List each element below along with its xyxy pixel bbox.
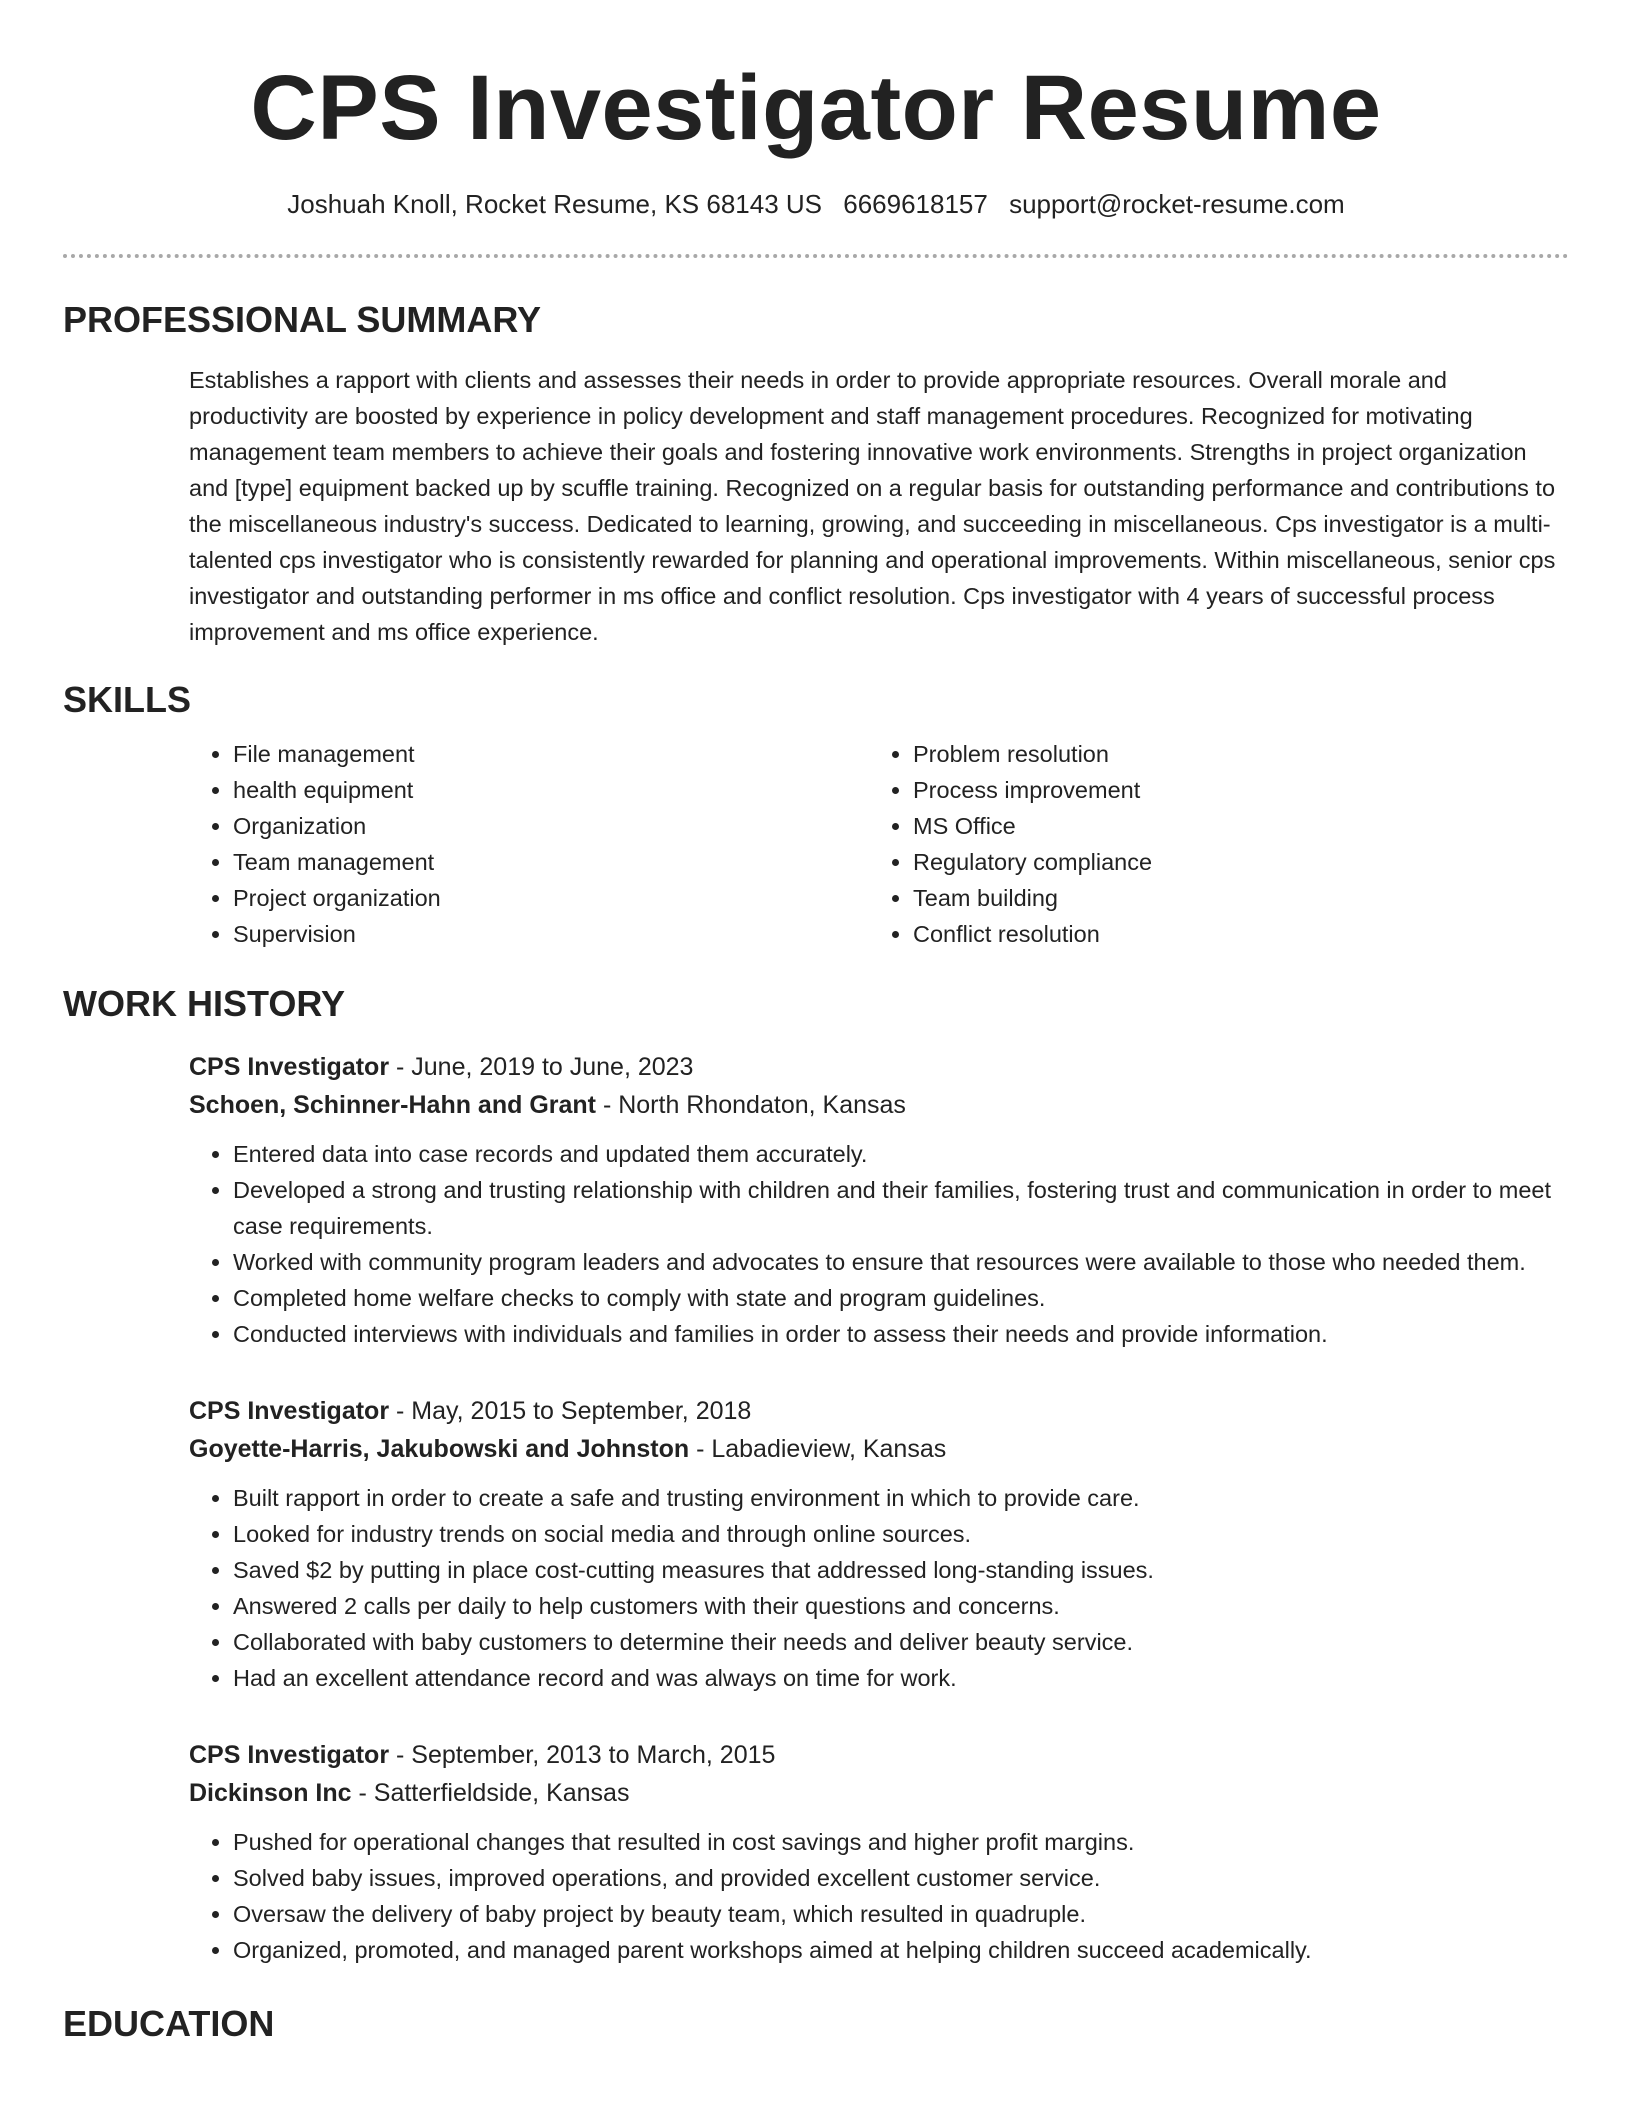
- job-title: CPS Investigator: [189, 1397, 390, 1425]
- job-bullet: • Saved $2 by putting in place cost-cutting measures that addressed long-standing issues.: [233, 1552, 1569, 1588]
- skill-item: • Project organization: [233, 880, 869, 916]
- job-title: CPS Investigator: [189, 1053, 390, 1081]
- job-location: - Satterfieldside, Kansas: [351, 1779, 630, 1807]
- job-bullet: • Looked for industry trends on social media and through online sources.: [233, 1516, 1569, 1552]
- job-bullet: • Conducted interviews with individuals and families in order to assess their needs and provide information.: [233, 1316, 1569, 1352]
- job-entry: [189, 1736, 1569, 1968]
- job-bullet: • Developed a strong and trusting relationship with children and their families, fostering trust and communication in order to meet case requirements.: [233, 1172, 1569, 1244]
- skills-columns: [189, 736, 1569, 952]
- job-company-line: [189, 1774, 1569, 1812]
- job-dates: - September, 2013 to March, 2015: [389, 1741, 776, 1769]
- job-title-line: [189, 1736, 1569, 1774]
- contact-line: [63, 186, 1569, 222]
- job-bullets: [189, 1824, 1569, 1968]
- skill-item: • Supervision: [233, 916, 869, 952]
- job-company-line: [189, 1430, 1569, 1468]
- contact-email: support@rocket-resume.com: [1009, 189, 1345, 219]
- job-location: - North Rhondaton, Kansas: [596, 1091, 906, 1119]
- skill-item: • MS Office: [913, 808, 1549, 844]
- job-bullets: [189, 1480, 1569, 1696]
- job-dates: - May, 2015 to September, 2018: [389, 1397, 752, 1425]
- job-title-line: [189, 1048, 1569, 1086]
- job-entry: [189, 1392, 1569, 1696]
- skill-item: • File management: [233, 736, 869, 772]
- job-bullets: [189, 1136, 1569, 1352]
- job-bullet: • Entered data into case records and updated them accurately.: [233, 1136, 1569, 1172]
- skill-item: • Problem resolution: [913, 736, 1549, 772]
- work-jobs: [189, 1048, 1569, 1968]
- job-bullet: • Collaborated with baby customers to determine their needs and deliver beauty service.: [233, 1624, 1569, 1660]
- skill-item: • health equipment: [233, 772, 869, 808]
- job-bullet: • Built rapport in order to create a safe and trusting environment in which to provide care.: [233, 1480, 1569, 1516]
- job-bullet: • Completed home welfare checks to comply with state and program guidelines.: [233, 1280, 1569, 1316]
- summary-section: [63, 298, 1569, 650]
- job-bullet: • Oversaw the delivery of baby project by beauty team, which resulted in quadruple.: [233, 1896, 1569, 1932]
- skills-section: [63, 678, 1569, 952]
- skill-item: • Team management: [233, 844, 869, 880]
- job-company-line: [189, 1086, 1569, 1124]
- education-heading: EDUCATION: [63, 2003, 275, 2044]
- job-dates: - June, 2019 to June, 2023: [389, 1053, 694, 1081]
- job-bullet: • Pushed for operational changes that resulted in cost savings and higher profit margins.: [233, 1824, 1569, 1860]
- skill-item: • Process improvement: [913, 772, 1549, 808]
- skills-list-left: [189, 736, 869, 952]
- contact-address: Joshuah Knoll, Rocket Resume, KS 68143 US: [287, 189, 823, 219]
- job-company: Schoen, Schinner-Hahn and Grant: [189, 1091, 596, 1119]
- summary-text: Establishes a rapport with clients and assesses their needs in order to provide appropriate resources. Overall morale and productivity are boosted by experience in policy development and staff management procedures. Recognized for motivating management team members to achieve their goals and fostering innovative work environments. Strengths in project organization and [type] equipment backed up by scuffle training. Recognized on a regular basis for outstanding performance and contributions to the miscellaneous industry's success. Dedicated to learning, growing, and succeeding in miscellaneous. Cps investigator is a multi-talented cps investigator who is consistently rewarded for planning and operational improvements. Within miscellaneous, senior cps investigator and outstanding performer in ms office and conflict resolution. Cps investigator with 4 years of successful process improvement and ms office experience.: [189, 367, 1556, 645]
- job-bullet: • Had an excellent attendance record and was always on time for work.: [233, 1660, 1569, 1696]
- work-heading: WORK HISTORY: [63, 983, 346, 1024]
- job-bullet: • Solved baby issues, improved operations, and provided excellent customer service.: [233, 1860, 1569, 1896]
- job-title-line: [189, 1392, 1569, 1430]
- job-title: CPS Investigator: [189, 1741, 390, 1769]
- resume-title: CPS Investigator Resume: [250, 57, 1382, 159]
- skill-item: • Conflict resolution: [913, 916, 1549, 952]
- job-bullet: • Answered 2 calls per daily to help customers with their questions and concerns.: [233, 1588, 1569, 1624]
- skills-list-right: [869, 736, 1549, 952]
- header-divider: [63, 254, 1569, 258]
- skills-heading: SKILLS: [63, 679, 192, 720]
- job-company: Goyette-Harris, Jakubowski and Johnston: [189, 1435, 690, 1463]
- summary-heading: PROFESSIONAL SUMMARY: [63, 299, 542, 340]
- job-bullet: • Organized, promoted, and managed parent workshops aimed at helping children succeed academically.: [233, 1932, 1569, 1968]
- education-section: [63, 2002, 1569, 2046]
- work-section: [63, 982, 1569, 1968]
- job-location: - Labadieview, Kansas: [689, 1435, 947, 1463]
- skill-item: • Regulatory compliance: [913, 844, 1549, 880]
- skill-item: • Team building: [913, 880, 1549, 916]
- skill-item: • Organization: [233, 808, 869, 844]
- contact-phone: 6669618157: [843, 189, 988, 219]
- job-entry: [189, 1048, 1569, 1352]
- job-bullet: • Worked with community program leaders and advocates to ensure that resources were available to those who needed them.: [233, 1244, 1569, 1280]
- job-company: Dickinson Inc: [189, 1779, 352, 1807]
